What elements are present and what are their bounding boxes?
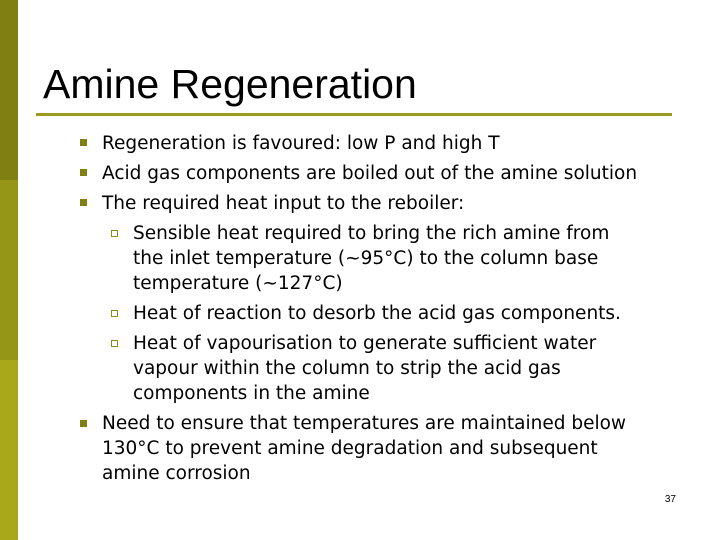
- bullet-square-icon: [80, 169, 87, 176]
- bullet-square-icon: [80, 199, 87, 206]
- sub-bullet-text: components in the amine: [133, 383, 370, 404]
- sub-bullet-square-icon: [111, 340, 118, 347]
- bullet-text: Need to ensure that temperatures are maintained below: [102, 413, 627, 434]
- sub-bullet-text: Sensible heat required to bring the rich amine from: [133, 223, 610, 244]
- sub-bullet-text: Heat of vapourisation to generate sufficient water: [133, 333, 597, 354]
- bullet-text: 130°C to prevent amine degradation and subsequent: [102, 438, 598, 459]
- sub-bullet-square-icon: [111, 310, 118, 317]
- bullet-text: Acid gas components are boiled out of the amine solution: [102, 163, 638, 184]
- sub-bullet-text: temperature (~127°C): [133, 273, 343, 294]
- bullet-text: Regeneration is favoured: low P and high T: [102, 133, 500, 154]
- bullet-text: amine corrosion: [102, 463, 251, 484]
- sub-bullet-text: the inlet temperature (~95°C) to the column base: [133, 248, 599, 269]
- bullet-square-icon: [80, 139, 87, 146]
- page-number: 37: [664, 494, 676, 505]
- sub-bullet-square-icon: [111, 230, 118, 237]
- bullet-text: The required heat input to the reboiler:: [102, 193, 465, 214]
- sub-bullet-text: Heat of reaction to desorb the acid gas components.: [133, 303, 621, 324]
- sub-bullet-text: vapour within the column to strip the acid gas: [133, 358, 561, 379]
- slide-title: Amine Regeneration: [43, 61, 417, 107]
- bullet-square-icon: [80, 420, 87, 427]
